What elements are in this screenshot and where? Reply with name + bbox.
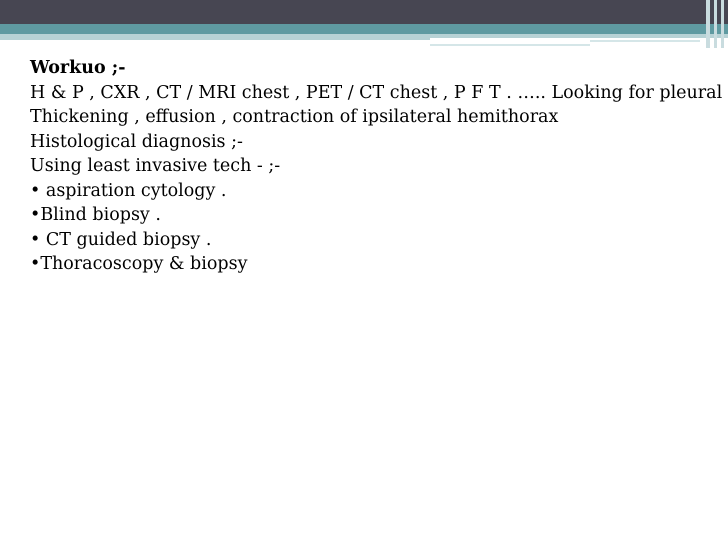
header-accent-underline-right xyxy=(430,34,728,38)
header-accent-thin-line-2 xyxy=(590,40,700,42)
header-band xyxy=(0,0,728,24)
header-vertical-bar-3 xyxy=(721,0,724,48)
workup-findings-line: Thickening , effusion , contraction of ipsilateral hemithorax xyxy=(30,107,559,127)
slide-body xyxy=(30,56,728,277)
header-accent-stripe xyxy=(0,24,728,34)
bullet-ct-guided-biopsy: • CT guided biopsy . xyxy=(30,229,212,250)
header-vertical-bar-1 xyxy=(706,0,710,48)
bullet-aspiration-cytology: • aspiration cytology . xyxy=(30,180,227,201)
histological-diagnosis-heading: Histological diagnosis ;- xyxy=(30,131,243,152)
header-vertical-bar-2 xyxy=(714,0,717,48)
least-invasive-tech-line: Using least invasive tech - ;- xyxy=(30,156,281,176)
workup-investigations-line: H & P , CXR , CT / MRI chest , PET / CT chest , P F T . ….. Looking for pleural xyxy=(30,82,723,103)
header-accent-underline-left xyxy=(0,34,430,40)
bullet-thoracoscopy-biopsy: •Thoracoscopy & biopsy xyxy=(30,254,248,274)
slide-heading-workup: Workuo ;- xyxy=(30,58,126,78)
header-accent-thin-line-1 xyxy=(430,44,590,46)
bullet-blind-biopsy: •Blind biopsy . xyxy=(30,205,161,225)
